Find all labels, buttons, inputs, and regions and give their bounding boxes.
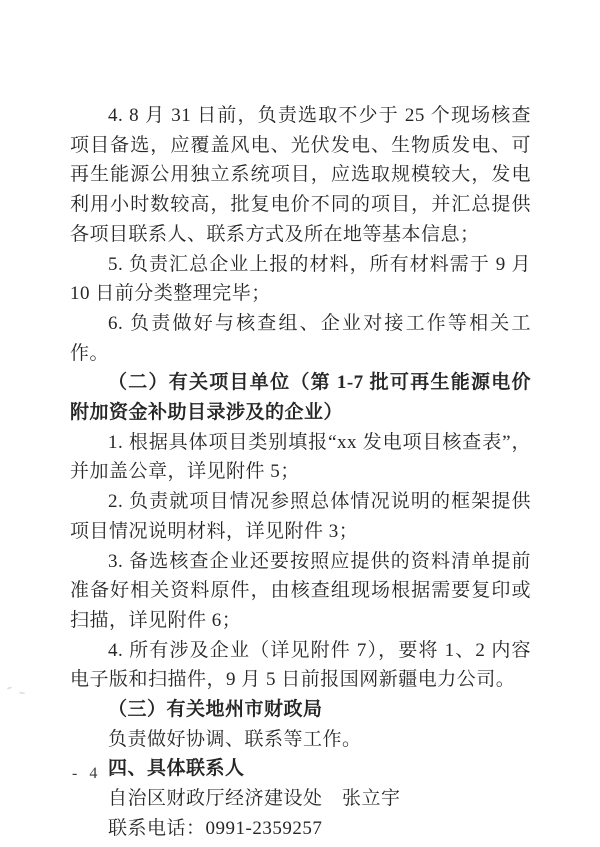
scan-speckle — [19, 692, 25, 695]
paragraph-sub-4: 4. 所有涉及企业（详见附件 7），要将 1、2 内容电子版和扫描件，9 月 5 日前报国网新疆电力公司。 — [70, 639, 531, 691]
section-heading-4-contacts: 四、具体联系人 — [108, 758, 245, 780]
paragraph-contact-person: 自治区财政厅经济建设处 张立宇 — [108, 788, 401, 810]
scan-speckle — [7, 686, 12, 690]
paragraph-item-6: 6. 负责做好与核查组、企业对接工作等相关工作。 — [70, 312, 531, 364]
document-body — [70, 101, 531, 844]
paragraph-sub-2: 2. 负责就项目情况参照总体情况说明的框架提供项目情况说明材料，详见附件 3； — [70, 491, 531, 542]
paragraph-contact-phone: 联系电话：0991-2359257 — [108, 817, 323, 839]
paragraph-item-4: 4. 8 月 31 日前，负责选取不少于 25 个现场核查项目备选，应覆盖风电、光伏发电、生物质发电、可再生能源公用独立系统项目，应选取规模较大，发电利用小时数较高，批复电价不同的项目，并汇总提供各项目联系人、联系方式及所在地等基本信息； — [70, 105, 531, 245]
section-heading-2-project-units: （二）有关项目单位（第 1-7 批可再生能源电价附加资金补助目录涉及的企业） — [70, 372, 531, 424]
paragraph-item-5: 5. 负责汇总企业上报的材料，所有材料需于 9 月 10 日前分类整理完毕； — [70, 253, 531, 305]
section-heading-3-finance-bureaus: （三）有关地州市财政局 — [108, 699, 323, 721]
paragraph-coordination: 负责做好协调、联系等工作。 — [108, 728, 362, 750]
paragraph-sub-1: 1. 根据具体项目类别填报“xx 发电项目核查表”，并加盖公章，详见附件 5； — [70, 431, 531, 483]
paragraph-sub-3: 3. 备选核查企业还要按照应提供的资料清单提前准备好相关资料原件，由核查组现场根据需要复印或扫描，详见附件 6； — [70, 550, 531, 631]
page-number: - 4 - — [72, 765, 119, 782]
